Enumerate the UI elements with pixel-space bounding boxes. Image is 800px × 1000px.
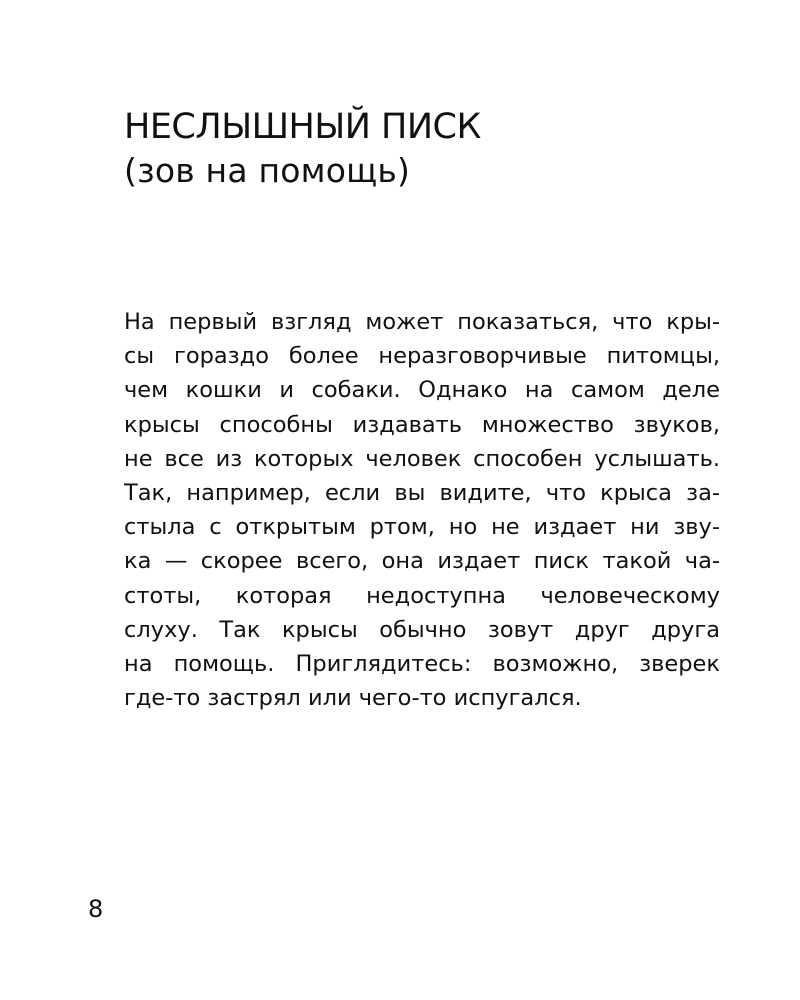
body-paragraph [124,305,720,715]
section-subtitle: (зов на помощь) [124,151,411,190]
paragraph-line: Так, например, если вы видите, что крыса за- [124,479,720,506]
paragraph-line: на помощь. Приглядитесь: возможно, зверек [124,650,720,677]
paragraph-line: стыла с открытым ртом, но не издает ни зву- [124,514,720,541]
paragraph-line: чем кошки и собаки. Однако на самом деле [124,377,720,404]
paragraph-line: слуху. Так крысы обычно зовут друг друга [124,616,720,643]
paragraph-line: не все из которых человек способен услышать. [124,445,720,472]
page-number: 8 [88,895,104,923]
section-heading [124,104,724,192]
paragraph-line: ка — скорее всего, она издает писк такой ча- [124,548,720,575]
section-title: НЕСЛЫШНЫЙ ПИСК [124,107,481,147]
paragraph-line: крысы способны издавать множество звуков, [124,411,720,438]
paragraph-line: сы гораздо более неразговорчивые питомцы, [124,343,720,370]
paragraph-line: где-то застрял или чего-то испугался. [124,685,582,712]
paragraph-line: На первый взгляд может показаться, что кры- [124,309,720,335]
paragraph-line: стоты, которая недоступна человеческому [124,582,720,609]
